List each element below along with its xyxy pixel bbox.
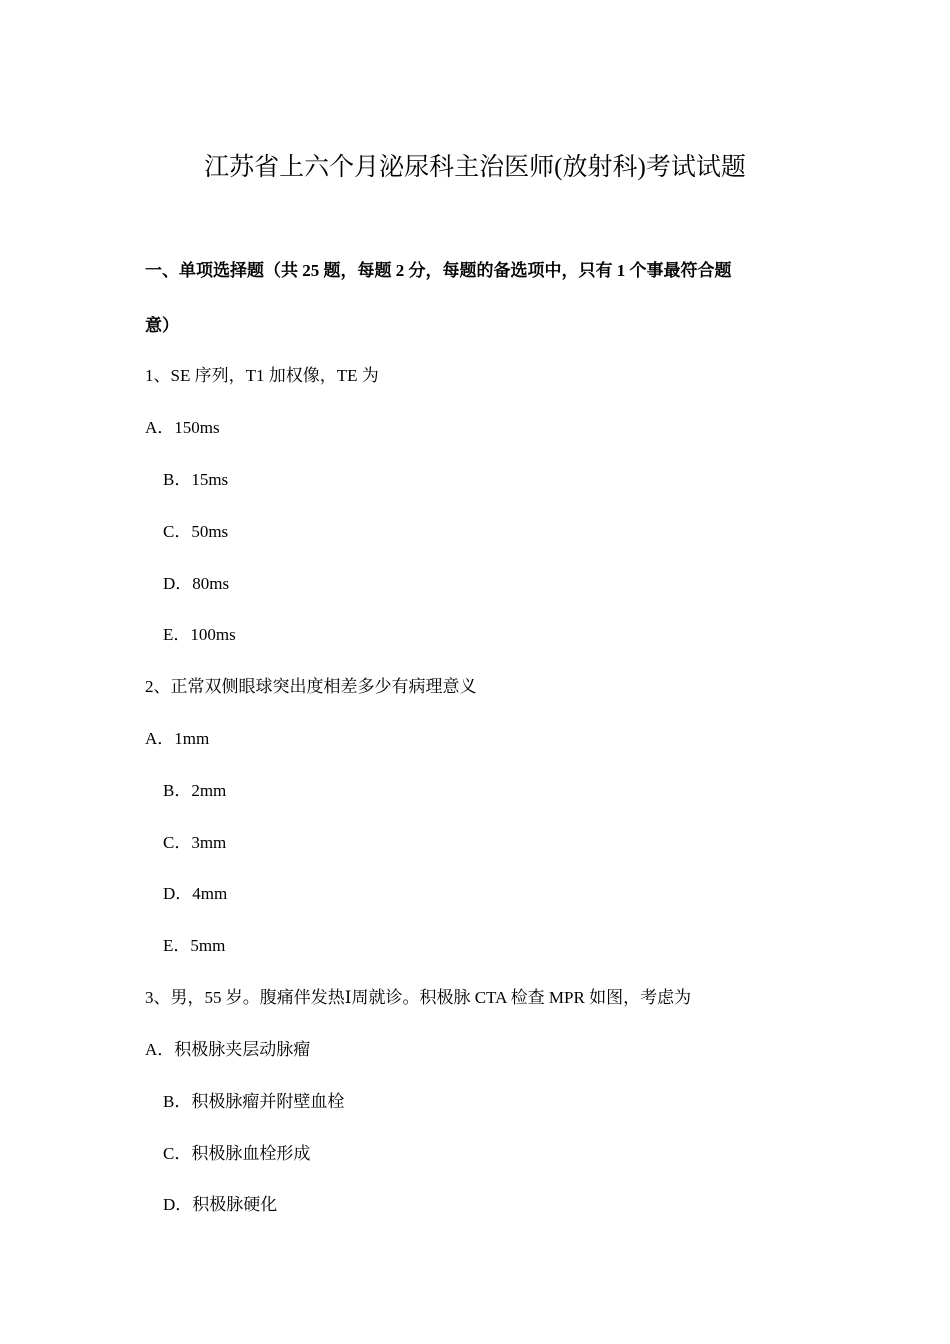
question-3-option-a: A．积极脉夹层动脉瘤: [145, 1040, 311, 1059]
question-2-option-e: E．5mm: [163, 936, 226, 955]
question-3-option-d: D．积极脉硬化: [163, 1195, 278, 1214]
section-heading-line-1: 一、单项选择题（共 25 题，每题 2 分，每题的备选项中，只有 1 个事最符合题: [145, 261, 732, 280]
question-3-option-c: C．积极脉血栓形成: [163, 1144, 311, 1163]
question-1-option-a: A．150ms: [145, 418, 220, 437]
question-1-text: 1、SE 序列，T1 加权像，TE 为: [145, 366, 379, 385]
document-title: 江苏省上六个月泌尿科主治医师(放射科)考试试题: [204, 154, 746, 181]
question-2-option-b: B．2mm: [163, 781, 227, 800]
question-1-option-b: B．15ms: [163, 470, 229, 489]
question-3-text: 3、男，55 岁。腹痛伴发热Ⅰ周就诊。积极脉 CTA 检查 MPR 如图，考虑为: [145, 988, 692, 1007]
question-1-option-e: E．100ms: [163, 625, 236, 644]
question-2-option-d: D．4mm: [163, 884, 228, 903]
question-1-option-c: C．50ms: [163, 522, 229, 541]
section-heading-line-2: 意）: [145, 316, 179, 335]
question-1-option-d: D．80ms: [163, 574, 230, 593]
question-2-text: 2、正常双侧眼球突出度相差多少有病理意义: [145, 677, 477, 696]
question-2-option-a: A．1mm: [145, 729, 210, 748]
question-3-option-b: B．积极脉瘤并附壁血栓: [163, 1092, 345, 1111]
question-2-option-c: C．3mm: [163, 833, 227, 852]
